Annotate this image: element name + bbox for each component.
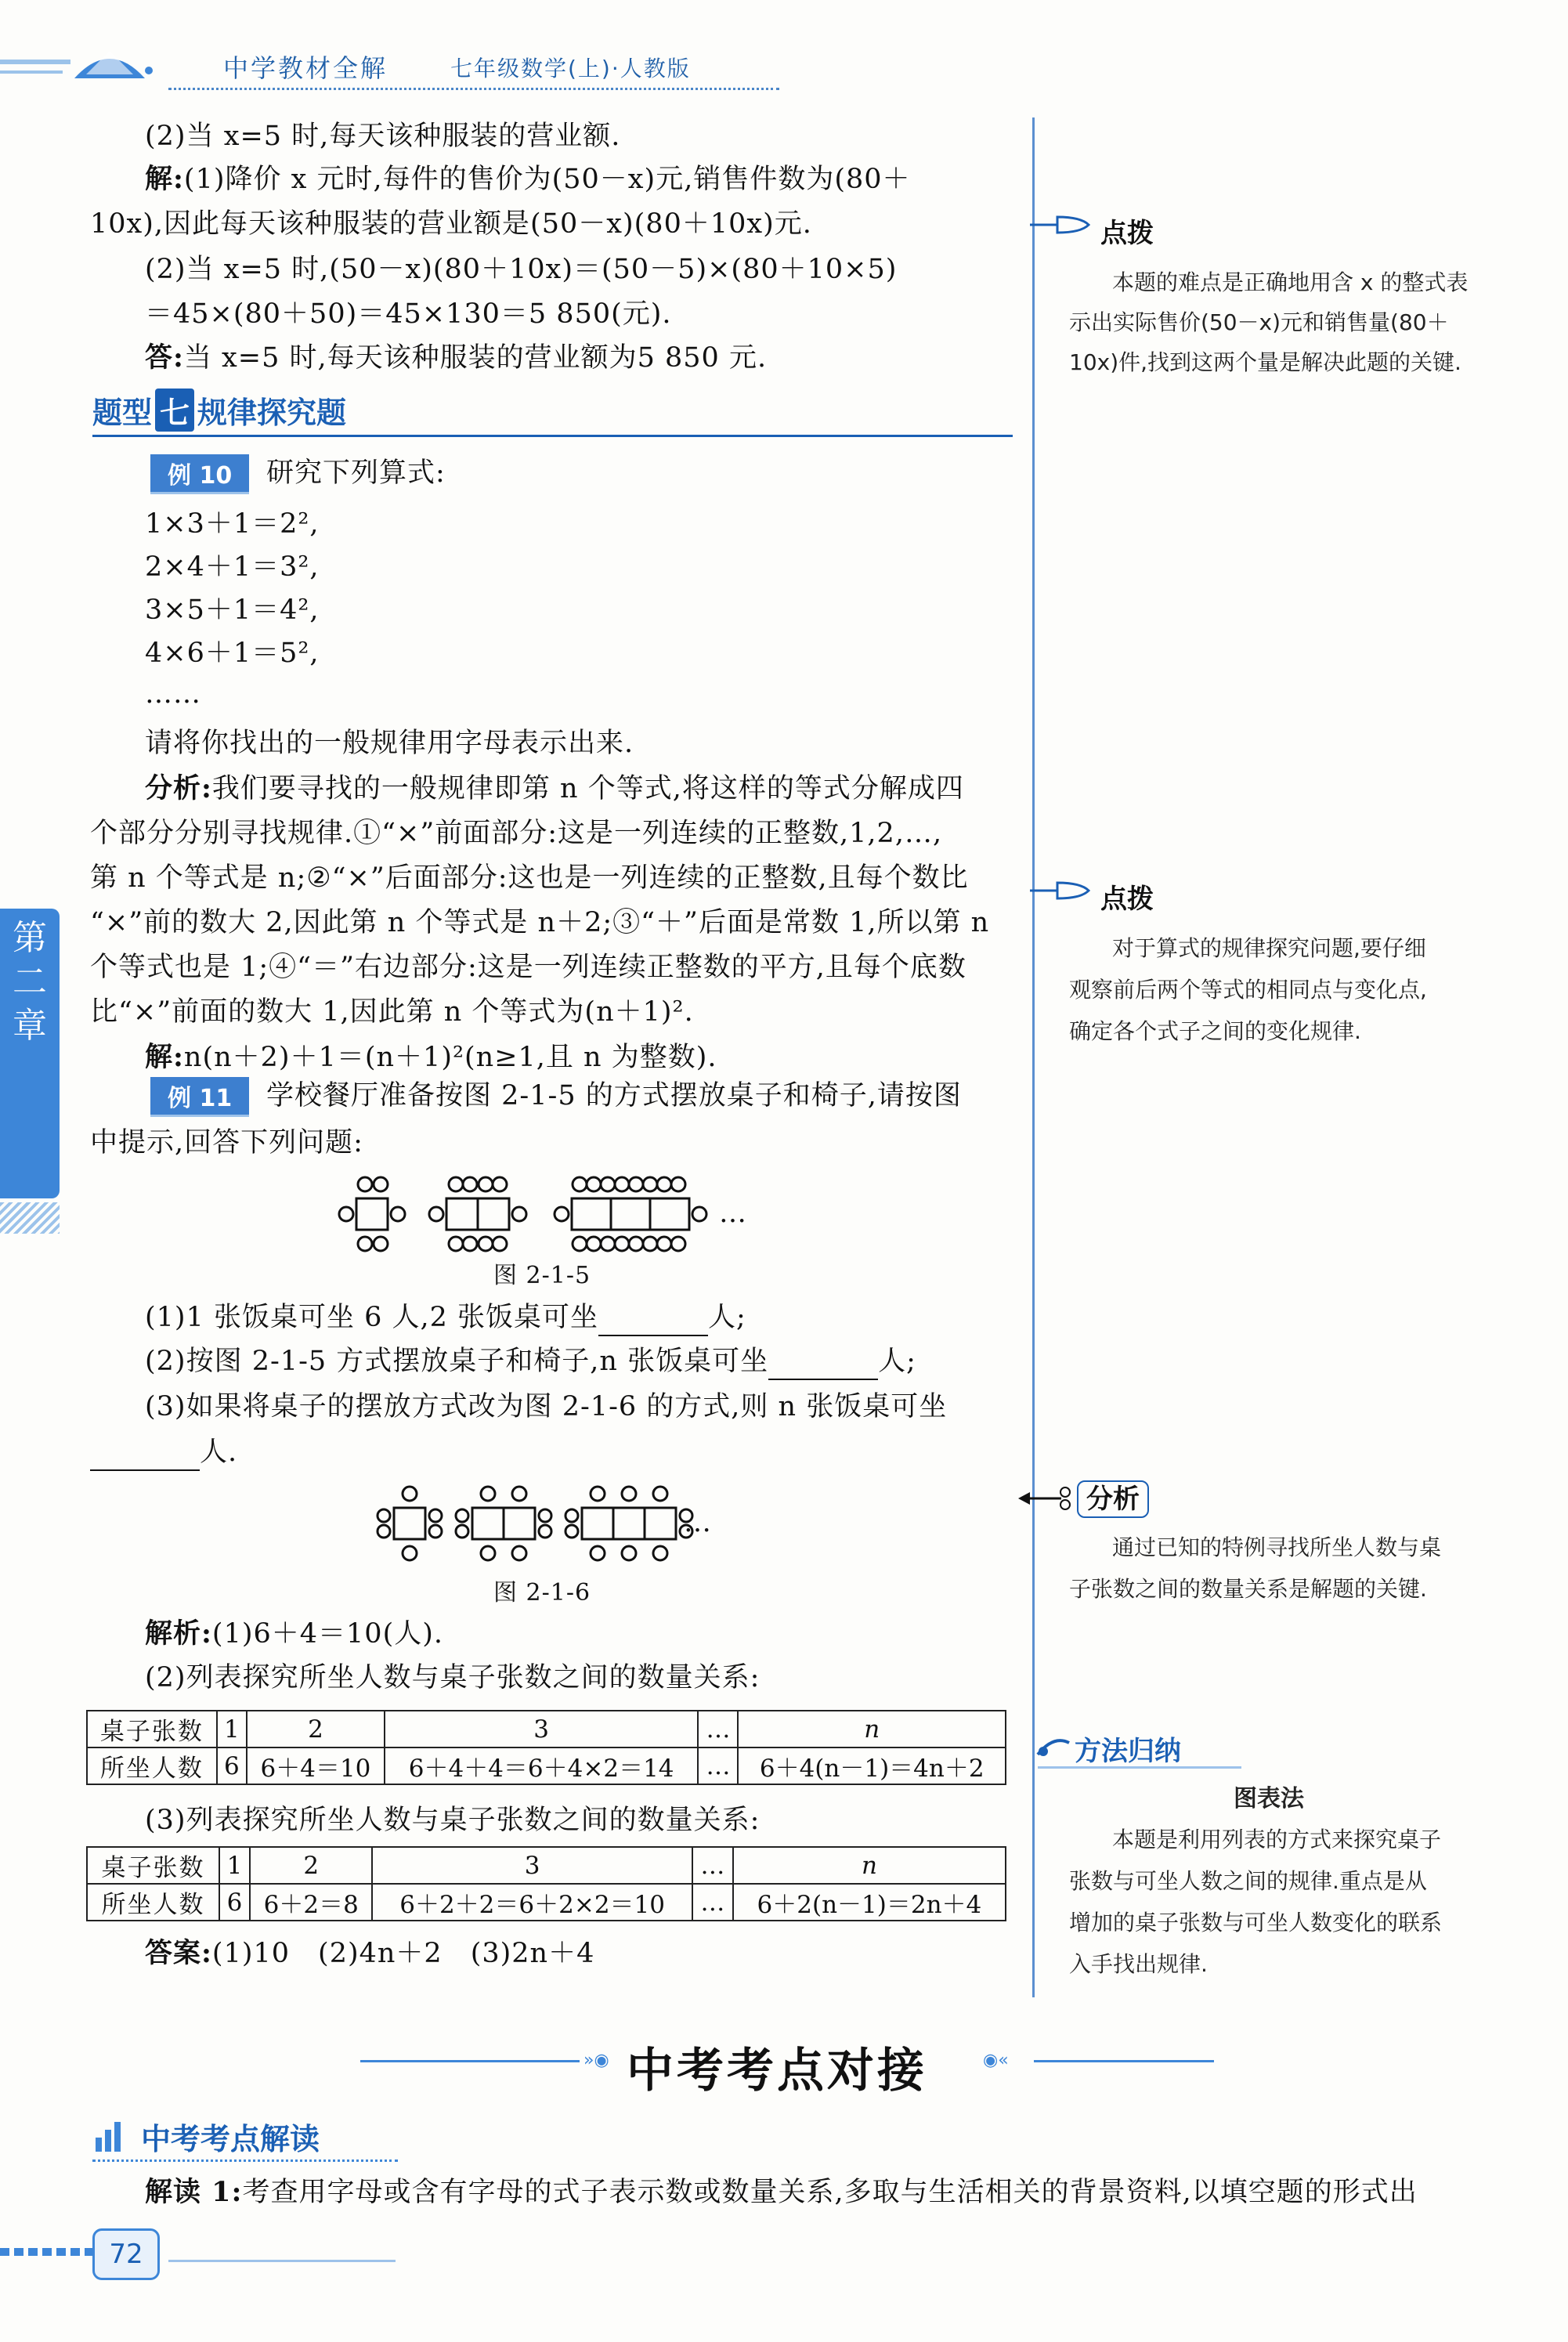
chapter-tab-label: 第二章 [13, 918, 47, 1046]
final-answer-text: (1)10 (2)4n＋2 (3)2n＋4 [211, 1938, 595, 1969]
tip-4-line-3: 增加的桌子张数与可坐人数变化的联系 [1069, 1910, 1443, 1935]
page-header [0, 0, 1568, 94]
table-cell: 桌子张数 [87, 1711, 217, 1747]
table-row [87, 1747, 1006, 1784]
q11-1-text: (1)1 张饭桌可坐 6 人,2 张饭桌可坐 [145, 1302, 599, 1333]
analysis-line-5: 个等式也是 1;④“＝”右边部分:这是一列连续正整数的平方,且每个底数 [90, 952, 966, 983]
example-11-line-2: 中提示,回答下列问题: [90, 1127, 363, 1158]
jiedu-line [145, 2174, 1418, 2211]
table-cell: 2 [250, 1847, 372, 1884]
table-cell: 3 [385, 1711, 699, 1747]
table-cell: n [738, 1711, 1006, 1747]
table-row [87, 1711, 1006, 1747]
tip-4-line-2: 张数与可坐人数之间的规律.重点是从 [1069, 1868, 1427, 1894]
jiedu-label: 解读 1: [145, 2176, 243, 2208]
jiexi-text-1: (1)6＋4＝10(人). [211, 1618, 444, 1650]
table-cell: 6 [217, 1747, 247, 1784]
solution-label: 解: [145, 163, 184, 195]
title-rule-right [1034, 2060, 1214, 2062]
jiexi-line-2: (2)列表探究所坐人数与桌子张数之间的数量关系: [145, 1662, 761, 1693]
arrow-left-icon: ◉« [983, 2051, 1009, 2070]
solution-line-1 [145, 161, 911, 198]
question-2: (2)当 x=5 时,每天该种服装的营业额. [145, 121, 621, 152]
tip-3-line-2: 子张数之间的数量关系是解题的关键. [1069, 1576, 1427, 1602]
tip-4-underline [1038, 1766, 1241, 1769]
analysis-line-3: 第 n 个等式是 n;②“×”后面部分:这也是一列连续的正整数,且每个数比 [90, 862, 969, 894]
figure-2-1-6-caption: 图 2-1-6 [493, 1579, 591, 1607]
book-subtitle: 七年级数学(上)·人教版 [450, 56, 691, 81]
table-cell: 6＋4(n－1)＝4n＋2 [738, 1747, 1006, 1784]
title-rule-left [360, 2060, 580, 2062]
table-cell: … [698, 1747, 738, 1784]
solution-line-4: ＝45×(80＋50)＝45×130＝5 850(元). [145, 298, 672, 330]
tip-1-line-2: 示出实际售价(50－x)元和销售量(80＋ [1069, 309, 1449, 335]
analysis-line-2: 个部分分别寻找规律.①“×”前面部分:这是一列连续的正整数,1,2,…, [90, 818, 943, 849]
pointing-hand-icon [1026, 871, 1097, 910]
example-11-line-1: 学校餐厅准备按图 2-1-5 的方式摆放桌子和椅子,请按图 [266, 1080, 962, 1111]
page-number: 72 [92, 2228, 160, 2280]
tip-4-line-4: 入手找出规律. [1069, 1951, 1208, 1977]
tip-2-heading: 点拨 [1100, 884, 1154, 915]
solution-text-1: (1)降价 x 元时,每件的售价为(50－x)元,销售件数为(80＋ [183, 164, 911, 195]
table-row [87, 1884, 1006, 1921]
table-row [87, 1847, 1006, 1884]
example-10-solution [145, 1039, 717, 1076]
analysis-line-4: “×”前的数大 2,因此第 n 个等式是 n＋2;③“＋”后面是常数 1,所以第 n [90, 907, 990, 938]
jiedu-text: 考查用字母或含有字母的式子表示数或数量关系,多取与生活相关的背景资料,以填空题的形式出 [242, 2177, 1418, 2208]
footer-rule [168, 2260, 396, 2262]
table-cell: 6＋4＋4＝6＋4×2＝14 [385, 1747, 699, 1784]
pointing-hand-icon [1026, 205, 1097, 244]
final-answer-label: 答案: [145, 1937, 212, 1969]
example-10-intro: 研究下列算式: [266, 457, 446, 489]
table-cell: 2 [247, 1711, 385, 1747]
table-cell: 所坐人数 [87, 1884, 219, 1921]
sub-title-rule [92, 2159, 398, 2162]
table-cell: 6＋4＝10 [247, 1747, 385, 1784]
question-11-3-cont [90, 1433, 237, 1471]
question-11-1 [145, 1299, 746, 1336]
section-title: 规律探究题 [197, 396, 347, 430]
analysis-line-1 [145, 770, 964, 808]
table-cell: n [733, 1847, 1006, 1884]
tip-1-heading: 点拨 [1100, 218, 1154, 249]
table-cell: 3 [372, 1847, 692, 1884]
figure-2-1-5-caption: 图 2-1-5 [493, 1262, 591, 1289]
solution-line-3: (2)当 x=5 时,(50－x)(80＋10x)＝(50－5)×(80＋10×5) [145, 254, 898, 285]
jiexi-line-3: (3)列表探究所坐人数与桌子张数之间的数量关系: [145, 1805, 761, 1836]
section-number: 七 [155, 389, 194, 432]
footer-dots [0, 2248, 92, 2256]
section-prefix: 题型 [92, 396, 153, 430]
table-cell: 6 [219, 1884, 250, 1921]
answer-label: 答: [145, 342, 184, 374]
table-cell: 桌子张数 [87, 1847, 219, 1884]
book-title: 中学教材全解 [223, 53, 388, 83]
sub-section-title: 中考考点解读 [141, 2122, 320, 2156]
equation-4: 4×6＋1＝5², [145, 638, 320, 669]
example-10-solution-text: n(n＋2)＋1＝(n＋1)²(n≥1,且 n 为整数). [183, 1042, 717, 1073]
arrow-right-icon: »◉ [583, 2051, 609, 2070]
table-shape [356, 1198, 388, 1230]
pen-icon [1034, 1731, 1073, 1762]
question-11-2 [145, 1343, 916, 1380]
table-cell: … [692, 1847, 733, 1884]
example-10-question: 请将你找出的一般规律用字母表示出来. [145, 728, 634, 759]
table-cell: 6＋2＋2＝6＋2×2＝10 [372, 1884, 692, 1921]
table-1 [86, 1710, 1006, 1785]
equation-ellipsis: …… [145, 678, 201, 710]
figure-6-dots: … [684, 1507, 712, 1538]
question-11-3: (3)如果将桌子的摆放方式改为图 2-1-6 的方式,则 n 张饭桌可坐 [145, 1391, 948, 1422]
section-heading-7 [92, 389, 346, 432]
answer-blank-1[interactable] [598, 1307, 708, 1336]
answer-blank-3[interactable] [90, 1441, 200, 1471]
table-cell: … [692, 1884, 733, 1921]
tip-2-line-2: 观察前后两个等式的相同点与变化点, [1069, 977, 1427, 1003]
solution-line-2: 10x),因此每天该种服装的营业额是(50－x)(80＋10x)元. [90, 208, 812, 240]
scissors-arrow-icon [1014, 1483, 1077, 1514]
solution-label-10: 解: [145, 1041, 184, 1073]
chapter-tab-hatch [0, 1202, 60, 1234]
table-cell: 6＋2(n－1)＝2n＋4 [733, 1884, 1006, 1921]
tip-1-line-3: 10x)件,找到这两个量是解决此题的关键. [1069, 349, 1461, 375]
tip-4-heading: 方法归纳 [1075, 1736, 1181, 1767]
answer-line [145, 339, 767, 377]
answer-text: 当 x=5 时,每天该种服装的营业额为5 850 元. [183, 342, 768, 374]
analysis-line-6: 比“×”前面的数大 1,因此第 n 个等式为(n＋1)². [90, 996, 694, 1028]
analysis-label: 分析: [145, 772, 212, 804]
example-11-tag: 例 11 [150, 1077, 249, 1117]
table-2 [86, 1846, 1006, 1921]
q11-1-tail: 人; [708, 1302, 746, 1333]
tip-2-line-3: 确定各个式子之间的变化规律. [1069, 1018, 1361, 1044]
chart-bars-icon [92, 2119, 128, 2155]
equation-1: 1×3＋1＝2², [145, 508, 320, 540]
table-cell: 1 [219, 1847, 250, 1884]
section-underline [92, 435, 1013, 437]
table-cell: … [698, 1711, 738, 1747]
q11-3-tail: 人. [200, 1437, 238, 1468]
book-logo-icon [0, 31, 157, 94]
jiexi-line-1 [145, 1615, 443, 1653]
tip-3-line-1: 通过已知的特例寻找所坐人数与桌 [1112, 1534, 1442, 1560]
figure-5-dots: … [719, 1198, 747, 1229]
q11-2-tail: 人; [878, 1346, 916, 1377]
tip-4-subheading: 图表法 [1234, 1785, 1304, 1813]
tip-3-heading: 分析 [1077, 1480, 1149, 1518]
tip-1-line-1: 本题的难点是正确地用含 x 的整式表 [1112, 269, 1469, 295]
tip-4-line-1: 本题是利用列表的方式来探究桌子 [1112, 1827, 1442, 1852]
jiexi-label: 解析: [145, 1617, 212, 1650]
equation-2: 2×4＋1＝3², [145, 551, 320, 583]
figure-2-1-5 [337, 1175, 744, 1253]
analysis-text-1: 我们要寻找的一般规律即第 n 个等式,将这样的等式分解成四 [211, 773, 964, 804]
table-cell: 6＋2＝8 [250, 1884, 372, 1921]
equation-3: 3×5＋1＝4², [145, 595, 320, 626]
q11-2-text: (2)按图 2-1-5 方式摆放桌子和椅子,n 张饭桌可坐 [145, 1346, 769, 1377]
sidebar-divider [1032, 117, 1035, 1997]
answer-blank-2[interactable] [768, 1350, 878, 1380]
big-section-title: 中考考点对接 [627, 2044, 927, 2098]
figure-2-1-6 [374, 1484, 703, 1563]
example-10-tag: 例 10 [150, 454, 249, 494]
table-cell: 1 [217, 1711, 247, 1747]
final-answer [145, 1935, 594, 1972]
header-rule [168, 88, 779, 90]
tip-2-line-1: 对于算式的规律探究问题,要仔细 [1112, 935, 1426, 961]
table-cell: 所坐人数 [87, 1747, 217, 1784]
